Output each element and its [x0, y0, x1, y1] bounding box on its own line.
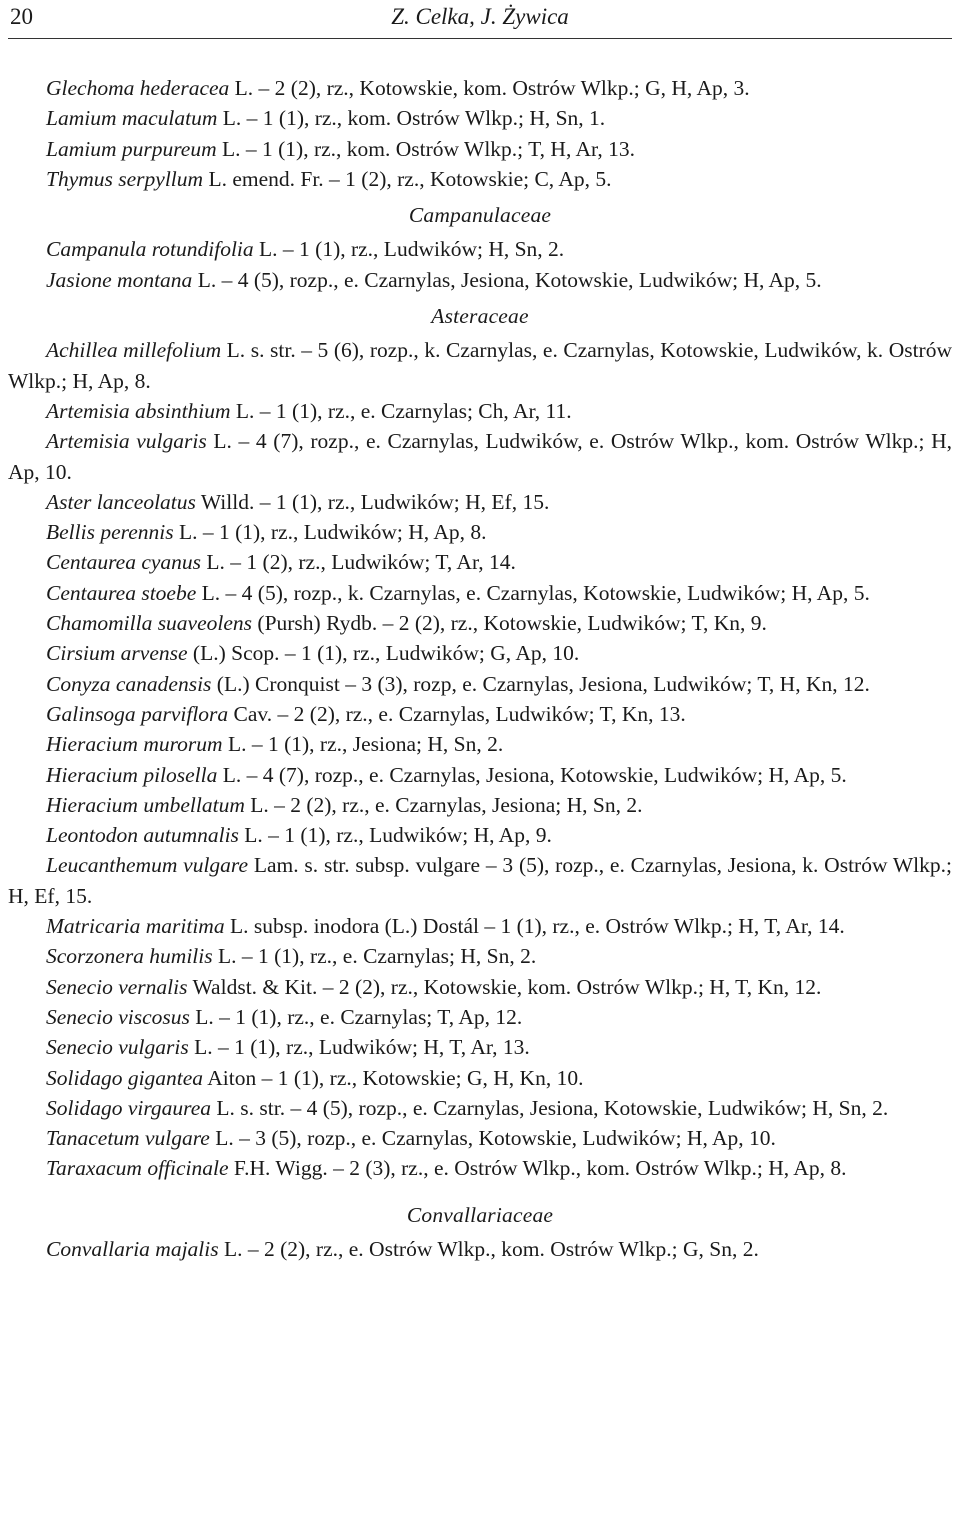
- species-entry: [8, 396, 952, 426]
- species-details: L. – 1 (1), rz., kom. Ostrów Wlkp.; H, Sn, 1.: [217, 106, 606, 131]
- species-name: Leontodon autumnalis: [46, 823, 239, 848]
- species-details: L. – 2 (2), rz., e. Czarnylas, Jesiona; H, Sn, 2.: [244, 792, 643, 817]
- species-entry: [8, 941, 952, 971]
- species-details: (L.) Cronquist – 3 (3), rozp, e. Czarnylas, Jesiona, Ludwików; T, H, Kn, 12.: [211, 671, 870, 696]
- species-entry: [8, 234, 952, 264]
- species-entry: [8, 517, 952, 547]
- species-name: Lamium maculatum: [46, 106, 218, 131]
- species-details: L. – 4 (5), rozp., k. Czarnylas, e. Czarnylas, Kotowskie, Ludwików; H, Ap, 5.: [196, 580, 870, 605]
- species-details: Lam. s. str. subsp. vulgare – 3 (5), rozp., e. Czarnylas, Jesiona, k. Ostrów Wlkp.; H, Ef, 15.: [8, 853, 952, 908]
- species-entry: [8, 487, 952, 517]
- species-name: Galinsoga parviflora: [46, 701, 229, 726]
- species-entry: [8, 669, 952, 699]
- species-details: F.H. Wigg. – 2 (3), rz., e. Ostrów Wlkp., kom. Ostrów Wlkp.; H, Ap, 8.: [228, 1156, 847, 1181]
- species-details: (L.) Scop. – 1 (1), rz., Ludwików; G, Ap, 10.: [187, 641, 580, 666]
- species-entry: [8, 1032, 952, 1062]
- species-details: L. – 4 (7), rozp., e. Czarnylas, Jesiona, Kotowskie, Ludwików; H, Ap, 5.: [217, 762, 847, 787]
- species-entry: [8, 134, 952, 164]
- species-entry: [8, 335, 952, 396]
- species-name: Tanacetum vulgare: [46, 1126, 210, 1151]
- species-details: L. subsp. inodora (L.) Dostál – 1 (1), rz., e. Ostrów Wlkp.; H, T, Ar, 14.: [224, 914, 845, 939]
- species-details: L. – 1 (1), rz., Ludwików; H, Sn, 2.: [253, 237, 565, 262]
- species-details: L. – 4 (7), rozp., e. Czarnylas, Ludwików, e. Ostrów Wlkp., kom. Ostrów Wlkp.; H, Ap, 10.: [8, 429, 952, 484]
- species-details: L. – 4 (5), rozp., e. Czarnylas, Jesiona, Kotowskie, Ludwików; H, Ap, 5.: [192, 267, 822, 292]
- species-entry: [8, 699, 952, 729]
- species-entry: [8, 426, 952, 487]
- species-name: Solidago gigantea: [46, 1065, 204, 1090]
- species-details: L. s. str. – 4 (5), rozp., e. Czarnylas, Jesiona, Kotowskie, Ludwików; H, Sn, 2.: [211, 1095, 889, 1120]
- species-name: Leucanthemum vulgare: [46, 853, 249, 878]
- species-name: Hieracium umbellatum: [46, 792, 245, 817]
- species-name: Artemisia absinthium: [46, 398, 231, 423]
- species-name: Jasione montana: [46, 267, 193, 292]
- page-number: 20: [10, 4, 33, 29]
- species-name: Matricaria maritima: [46, 914, 225, 939]
- species-details: L. – 1 (1), rz., Ludwików; H, Ap, 9.: [238, 823, 552, 848]
- species-name: Bellis perennis: [46, 520, 174, 545]
- species-entry: [8, 1153, 952, 1183]
- species-details: Willd. – 1 (1), rz., Ludwików; H, Ef, 15.: [195, 489, 550, 514]
- species-name: Lamium purpureum: [46, 136, 217, 161]
- species-details: L. emend. Fr. – 1 (2), rz., Kotowskie; C, Ap, 5.: [203, 166, 612, 191]
- species-name: Glechoma hederacea: [46, 76, 230, 100]
- species-entry: [8, 760, 952, 790]
- running-title: Z. Celka, J. Żywica: [391, 4, 569, 29]
- species-list: [8, 73, 952, 1264]
- species-name: Campanula rotundifolia: [46, 237, 254, 262]
- species-details: Waldst. & Kit. – 2 (2), rz., Kotowskie, kom. Ostrów Wlkp.; H, T, Kn, 12.: [187, 974, 822, 999]
- species-entry: [8, 911, 952, 941]
- species-name: Convallaria majalis: [46, 1236, 219, 1261]
- species-name: Cirsium arvense: [46, 641, 188, 666]
- species-details: Aiton – 1 (1), rz., Kotowskie; G, H, Kn, 10.: [203, 1065, 584, 1090]
- species-name: Hieracium pilosella: [46, 762, 218, 787]
- species-entry: [8, 638, 952, 668]
- page-header: [8, 0, 952, 39]
- species-name: Achillea millefolium: [46, 338, 222, 363]
- species-entry: [8, 972, 952, 1002]
- species-entry: [8, 1093, 952, 1123]
- species-entry: [8, 850, 952, 911]
- species-name: Senecio vernalis: [46, 974, 188, 999]
- species-name: Centaurea cyanus: [46, 550, 202, 575]
- species-entry: [8, 1234, 952, 1264]
- species-details: (Pursh) Rydb. – 2 (2), rz., Kotowskie, Ludwików; T, Kn, 9.: [252, 611, 767, 636]
- species-details: L. – 1 (1), rz., Ludwików; H, Ap, 8.: [173, 520, 487, 545]
- species-details: Cav. – 2 (2), rz., e. Czarnylas, Ludwików; T, Kn, 13.: [228, 701, 686, 726]
- species-name: Senecio vulgaris: [46, 1035, 189, 1060]
- species-name: Thymus serpyllum: [46, 166, 204, 191]
- species-details: L. – 1 (2), rz., Ludwików; T, Ar, 14.: [201, 550, 516, 575]
- species-entry: [8, 608, 952, 638]
- species-entry: [8, 578, 952, 608]
- species-details: L. – 1 (1), rz., kom. Ostrów Wlkp.; T, H, Ar, 13.: [216, 136, 635, 161]
- family-heading: Convallariaceae: [406, 1202, 554, 1227]
- species-name: Conyza canadensis: [46, 671, 212, 696]
- species-details: L. – 1 (1), rz., e. Czarnylas; Ch, Ar, 11.: [230, 398, 572, 423]
- species-name: Senecio viscosus: [46, 1004, 190, 1029]
- species-entry: [8, 103, 952, 133]
- species-name: Artemisia vulgaris: [46, 429, 207, 454]
- species-details: L. – 1 (1), rz., e. Czarnylas; H, Sn, 2.: [212, 944, 537, 969]
- species-name: Aster lanceolatus: [46, 489, 196, 514]
- species-entry: [8, 1123, 952, 1153]
- species-entry: [8, 547, 952, 577]
- species-name: Chamomilla suaveolens: [46, 611, 253, 636]
- species-entry: [8, 1063, 952, 1093]
- family-heading: Campanulaceae: [408, 203, 552, 228]
- species-details: L. – 2 (2), rz., e. Ostrów Wlkp., kom. Ostrów Wlkp.; G, Sn, 2.: [218, 1236, 759, 1261]
- species-entry: [8, 73, 952, 103]
- family-heading: Asteraceae: [431, 304, 529, 329]
- species-entry: [8, 164, 952, 194]
- species-details: L. – 2 (2), rz., Kotowskie, kom. Ostrów Wlkp.; G, H, Ap, 3.: [229, 76, 750, 100]
- species-name: Scorzonera humilis: [46, 944, 213, 969]
- species-entry: [8, 820, 952, 850]
- species-details: L. – 1 (1), rz., e. Czarnylas; T, Ap, 12.: [189, 1004, 523, 1029]
- species-entry: [8, 265, 952, 295]
- species-name: Solidago virgaurea: [46, 1095, 212, 1120]
- species-name: Centaurea stoebe: [46, 580, 197, 605]
- species-details: L. – 1 (1), rz., Jesiona; H, Sn, 2.: [222, 732, 504, 757]
- species-entry: [8, 790, 952, 820]
- species-details: L. – 3 (5), rozp., e. Czarnylas, Kotowskie, Ludwików; H, Ap, 10.: [209, 1126, 776, 1151]
- species-details: L. – 1 (1), rz., Ludwików; H, T, Ar, 13.: [188, 1035, 530, 1060]
- species-entry: [8, 1002, 952, 1032]
- species-details: L. s. str. – 5 (6), rozp., k. Czarnylas, e. Czarnylas, Kotowskie, Ludwików, k. Ostrów Wlkp.; H, Ap, 8.: [8, 338, 952, 393]
- species-name: Hieracium murorum: [46, 732, 223, 757]
- species-entry: [8, 729, 952, 759]
- species-name: Taraxacum officinale: [46, 1156, 229, 1181]
